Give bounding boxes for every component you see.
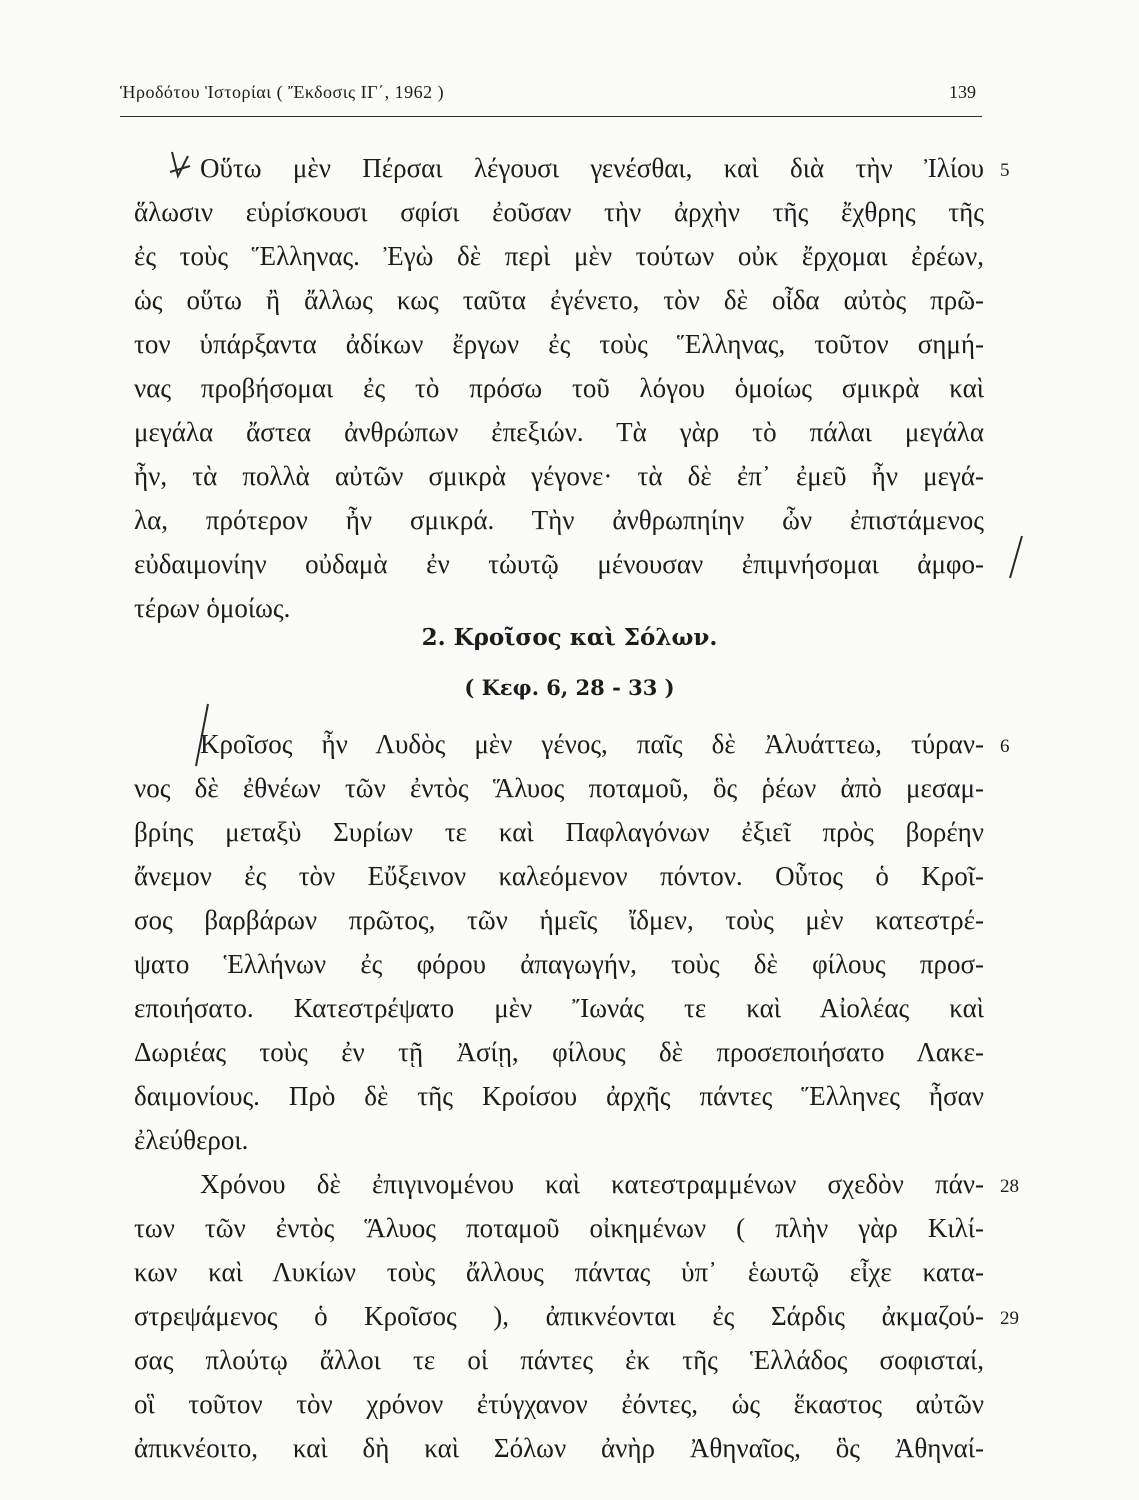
text-line: τον ὑπάρξαντα ἀδίκων ἔργων ἐς τοὺς Ἕλληνας, τοῦτον σημή-	[134, 329, 984, 359]
margin-number: 29	[1000, 1308, 1019, 1329]
text-line: των τῶν ἐντὸς Ἅλυος ποταμοῦ οἰκημένων ( πλὴν γὰρ Κιλί-	[134, 1213, 984, 1243]
text-line: ἅλωσιν εὑρίσκουσι σφίσι ἐοῦσαν τὴν ἀρχὴν τῆς ἔχθρης τῆς	[134, 197, 984, 227]
text-line: εὐδαιμονίην οὐδαμὰ ἐν τὠυτῷ μένουσαν ἐπιμνήσομαι ἀμφο-	[134, 549, 984, 579]
text-line: λα, πρότερον ἦν σμικρά. Τὴν ἀνθρωπηίην ὦν ἐπιστάμενος	[134, 505, 984, 535]
handwritten-slash-mark	[1006, 532, 1026, 582]
text-line: νας προβήσομαι ἐς τὸ πρόσω τοῦ λόγου ὁμοίως σμικρὰ καὶ	[134, 373, 984, 403]
section-heading: 2. Κροῖσος καὶ Σόλων.	[421, 624, 718, 651]
text-line: Κροῖσος ἦν Λυδὸς μὲν γένος, παῖς δὲ Ἀλυάττεω, τύραν-	[200, 729, 984, 759]
text-line: νος δὲ ἐθνέων τῶν ἐντὸς Ἅλυος ποταμοῦ, ὃς ῥέων ἀπὸ μεσαμ-	[134, 773, 984, 803]
margin-number: 5	[1000, 160, 1010, 181]
header-title: Ἡροδότου Ἱστορίαι ( Ἔκδοσις ΙΓ΄, 1962 )	[120, 82, 445, 102]
margin-number: 6	[1000, 736, 1010, 757]
text-line: ψατο Ἑλλήνων ἐς φόρου ἀπαγωγήν, τοὺς δὲ φίλους προσ-	[134, 949, 984, 979]
text-line: τέρων ὁμοίως.	[134, 593, 291, 623]
text-line: βρίης μεταξὺ Συρίων τε καὶ Παφλαγόνων ἐξιεῖ πρὸς βορέην	[134, 817, 984, 847]
text-line: κων καὶ Λυκίων τοὺς ἄλλους πάντας ὑπ᾽ ἑωυτῷ εἶχε κατα-	[134, 1257, 984, 1287]
text-line: εποιήσατο. Κατεστρέψατο μὲν Ἴωνάς τε καὶ Αἰολέας καὶ	[134, 993, 984, 1023]
text-line: ἐς τοὺς Ἕλληνας. Ἐγὼ δὲ περὶ μὲν τούτων οὐκ ἔρχομαι ἐρέων,	[134, 241, 984, 271]
text-line: ἐλεύθεροι.	[134, 1125, 249, 1155]
section-subheading: ( Κεφ. 6, 28 - 33 )	[464, 675, 675, 700]
text-line: στρεψάμενος ὁ Κροῖσος ), ἀπικνέονται ἐς Σάρδις ἀκμαζού-	[134, 1301, 984, 1331]
text-line: σος βαρβάρων πρῶτος, τῶν ἡμεῖς ἴδμεν, τοὺς μὲν κατεστρέ-	[134, 905, 984, 935]
text-line: σας πλούτῳ ἄλλοι τε οἱ πάντες ἐκ τῆς Ἑλλάδος σοφισταί,	[134, 1345, 984, 1375]
text-line: ὡς οὕτω ἢ ἄλλως κως ταῦτα ἐγένετο, τὸν δὲ οἶδα αὐτὸς πρῶ-	[134, 285, 984, 315]
text-line: ἦν, τὰ πολλὰ αὐτῶν σμικρὰ γέγονε· τὰ δὲ ἐπ᾽ ἐμεῦ ἦν μεγά-	[134, 461, 984, 491]
page-number: 139	[949, 82, 976, 102]
text-line: ἄνεμον ἐς τὸν Εὔξεινον καλεόμενον πόντον. Οὗτος ὁ Κροῖ-	[134, 861, 984, 891]
text-line: ἀπικνέοιτο, καὶ δὴ καὶ Σόλων ἀνὴρ Ἀθηναῖος, ὃς Ἀθηναί-	[134, 1433, 984, 1463]
text-line: Οὕτω μὲν Πέρσαι λέγουσι γενέσθαι, καὶ διὰ τὴν Ἰλίου	[200, 153, 984, 183]
text-line: Χρόνου δὲ ἐπιγινομένου καὶ κατεστραμμένων σχεδὸν πάν-	[200, 1169, 984, 1199]
handwritten-check-mark	[168, 146, 194, 182]
text-line: οἳ τοῦτον τὸν χρόνον ἐτύγχανον ἐόντες, ὡς ἕκαστος αὐτῶν	[134, 1389, 984, 1419]
text-line: δαιμονίους. Πρὸ δὲ τῆς Κροίσου ἀρχῆς πάντες Ἕλληνες ἦσαν	[134, 1081, 984, 1111]
text-line: μεγάλα ἄστεα ἀνθρώπων ἐπεξιών. Τὰ γὰρ τὸ πάλαι μεγάλα	[134, 417, 984, 447]
text-line: Δωριέας τοὺς ἐν τῇ Ἀσίῃ, φίλους δὲ προσεποιήσατο Λακε-	[134, 1037, 984, 1067]
margin-number: 28	[1000, 1176, 1019, 1197]
running-header	[120, 82, 982, 114]
header-rule	[120, 116, 982, 117]
